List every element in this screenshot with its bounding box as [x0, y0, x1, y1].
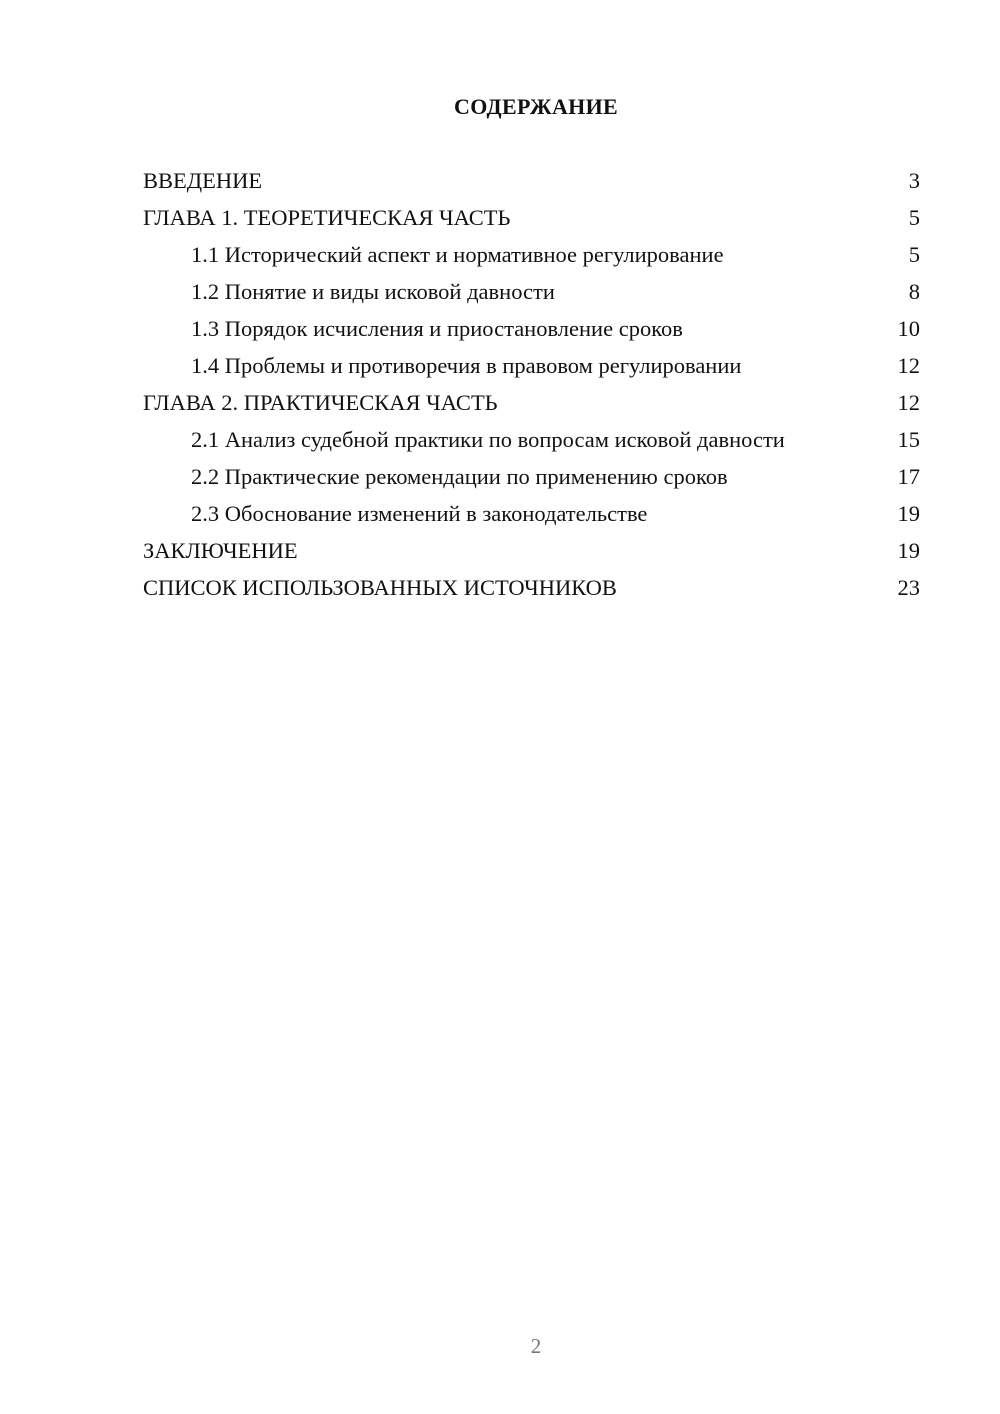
- toc-entry-page: 17: [897, 464, 920, 489]
- toc-entry-page: 19: [897, 538, 920, 563]
- toc-title: СОДЕРЖАНИЕ: [454, 94, 618, 119]
- toc-entry-label: ЗАКЛЮЧЕНИЕ: [143, 538, 298, 563]
- toc-entry[interactable]: [143, 463, 920, 490]
- toc-entry[interactable]: [143, 315, 920, 342]
- toc-entry-label: СПИСОК ИСПОЛЬЗОВАННЫХ ИСТОЧНИКОВ: [143, 575, 617, 600]
- toc-entry-label: 1.4 Проблемы и противоречия в правовом регулировании: [191, 353, 742, 378]
- toc-entry-page: 5: [908, 205, 920, 230]
- toc-entry-label: 2.1 Анализ судебной практики по вопросам исковой давности: [191, 427, 785, 452]
- toc-entry-label: ВВЕДЕНИЕ: [143, 168, 263, 193]
- toc-entry-label: ГЛАВА 2. ПРАКТИЧЕСКАЯ ЧАСТЬ: [143, 390, 498, 415]
- page-number: 2: [530, 1334, 542, 1358]
- toc-list: [143, 167, 920, 611]
- toc-entry-page: 23: [897, 575, 920, 600]
- toc-entry[interactable]: [143, 574, 920, 601]
- toc-entry[interactable]: [143, 278, 920, 305]
- toc-entry-label: 2.2 Практические рекомендации по применению сроков: [191, 464, 728, 489]
- toc-entry[interactable]: [143, 241, 920, 268]
- toc-entry-label: 1.1 Исторический аспект и нормативное регулирование: [191, 242, 724, 267]
- toc-entry-page: 3: [908, 168, 920, 193]
- toc-entry[interactable]: [143, 389, 920, 416]
- toc-entry-page: 15: [897, 427, 920, 452]
- toc-entry[interactable]: [143, 167, 920, 194]
- toc-entry-label: ГЛАВА 1. ТЕОРЕТИЧЕСКАЯ ЧАСТЬ: [143, 205, 511, 230]
- toc-entry-page: 10: [897, 316, 920, 341]
- toc-entry-label: 2.3 Обоснование изменений в законодательстве: [191, 501, 648, 526]
- toc-entry-page: 8: [908, 279, 920, 304]
- toc-entry[interactable]: [143, 352, 920, 379]
- toc-entry-label: 1.2 Понятие и виды исковой давности: [191, 279, 555, 304]
- toc-entry-page: 19: [897, 501, 920, 526]
- toc-entry[interactable]: [143, 204, 920, 231]
- toc-entry[interactable]: [143, 537, 920, 564]
- toc-entry[interactable]: [143, 426, 920, 453]
- toc-entry-label: 1.3 Порядок исчисления и приостановление сроков: [191, 316, 683, 341]
- toc-entry-page: 12: [897, 390, 920, 415]
- toc-entry-page: 12: [897, 353, 920, 378]
- toc-entry[interactable]: [143, 500, 920, 527]
- toc-entry-page: 5: [908, 242, 920, 267]
